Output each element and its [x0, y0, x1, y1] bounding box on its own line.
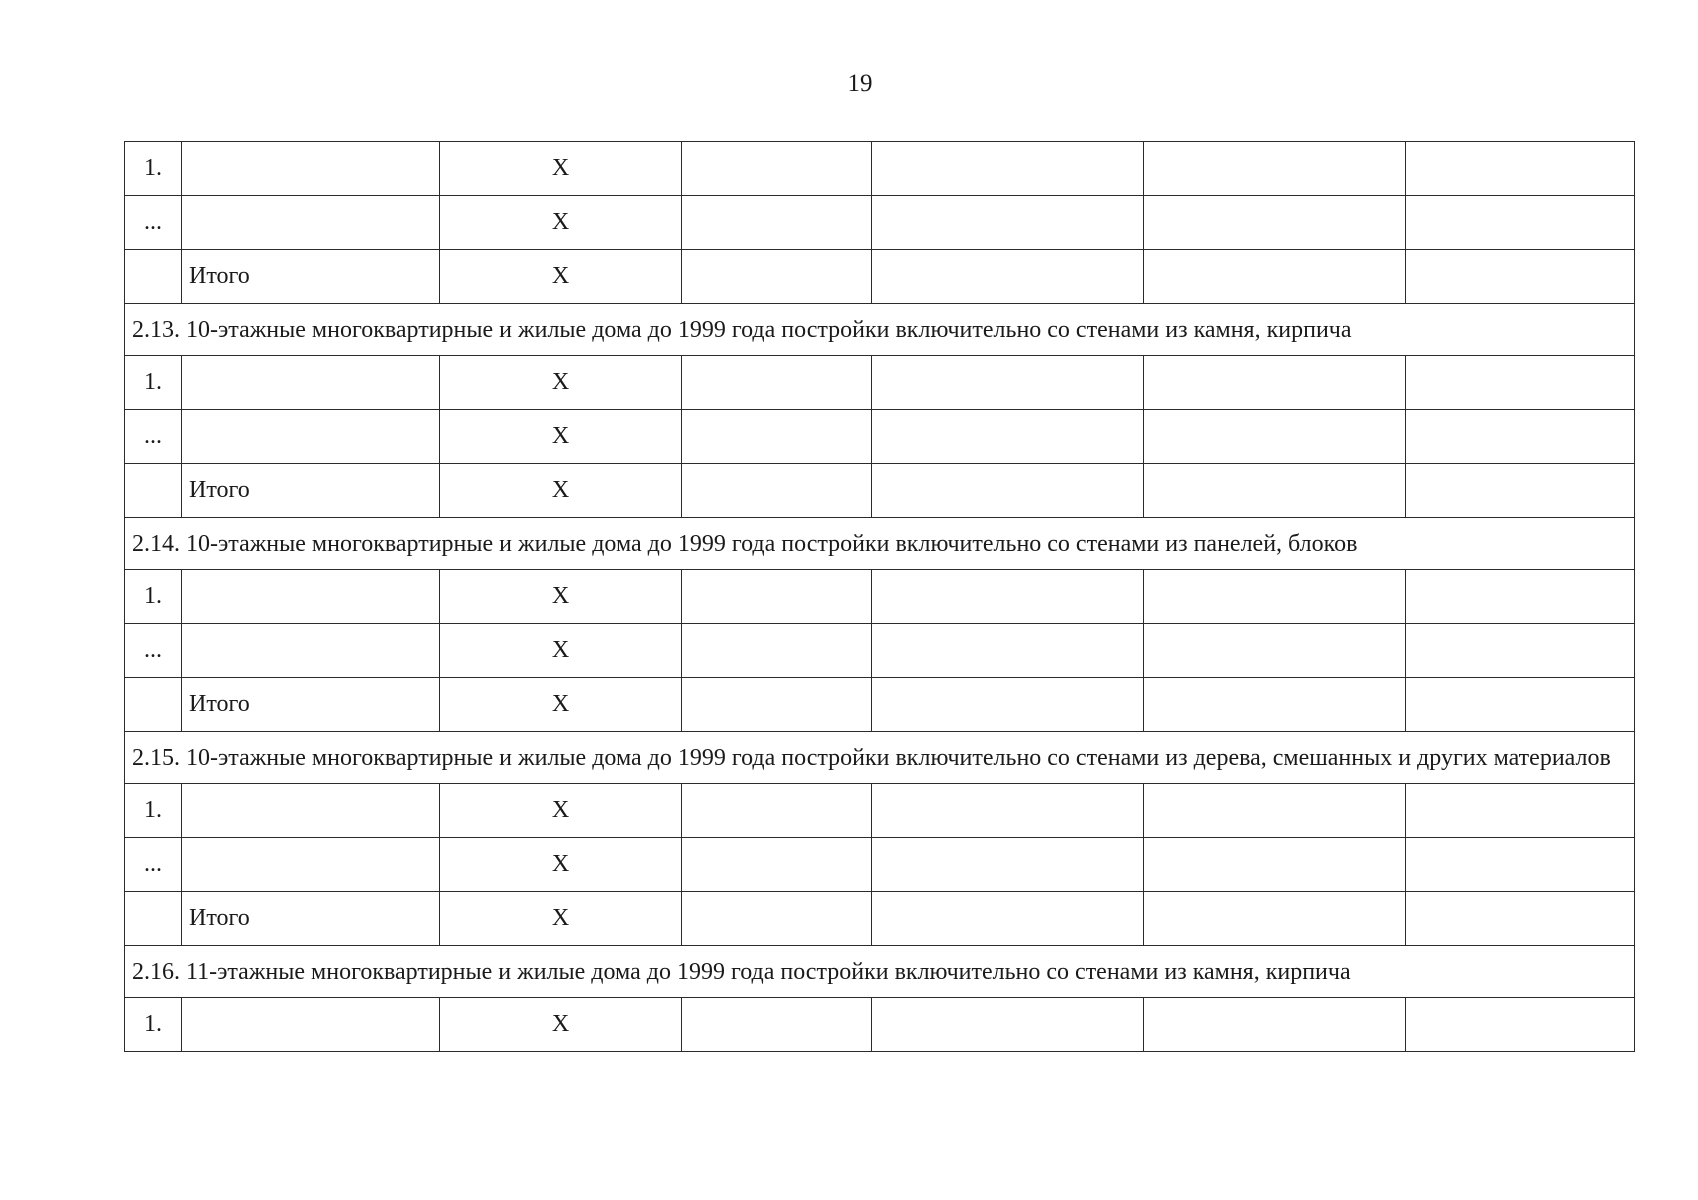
empty-cell [872, 624, 1144, 678]
page-number: 19 [847, 70, 873, 97]
empty-cell [1406, 998, 1635, 1052]
empty-cell [872, 678, 1144, 732]
empty-cell [682, 838, 872, 892]
row-name-cell: Итого [182, 464, 440, 518]
row-mark-cell: X [440, 410, 682, 464]
table-row [125, 678, 1635, 732]
empty-cell [872, 464, 1144, 518]
row-mark-cell: X [440, 678, 682, 732]
row-number-cell: ... [125, 196, 182, 250]
row-name-cell: Итого [182, 678, 440, 732]
row-mark-cell: X [440, 784, 682, 838]
table-row [125, 838, 1635, 892]
empty-cell [1406, 250, 1635, 304]
empty-cell [872, 892, 1144, 946]
row-mark-cell: X [440, 998, 682, 1052]
empty-cell [1406, 570, 1635, 624]
table-row [125, 624, 1635, 678]
empty-cell [1144, 356, 1406, 410]
empty-cell [1144, 464, 1406, 518]
table-body [125, 142, 1635, 1052]
empty-cell [872, 142, 1144, 196]
empty-cell [872, 998, 1144, 1052]
empty-cell [1406, 892, 1635, 946]
row-mark-cell: X [440, 624, 682, 678]
empty-cell [682, 784, 872, 838]
row-mark-cell: X [440, 356, 682, 410]
empty-cell [1406, 464, 1635, 518]
empty-cell [1144, 570, 1406, 624]
empty-cell [682, 142, 872, 196]
empty-cell [1406, 356, 1635, 410]
empty-cell [1144, 838, 1406, 892]
empty-cell [682, 892, 872, 946]
empty-cell [682, 998, 872, 1052]
row-name-cell [182, 410, 440, 464]
empty-cell [872, 784, 1144, 838]
section-header-row [125, 946, 1635, 998]
empty-cell [872, 570, 1144, 624]
row-number-cell [125, 250, 182, 304]
empty-cell [872, 838, 1144, 892]
row-mark-cell: X [440, 464, 682, 518]
empty-cell [682, 678, 872, 732]
section-title: 2.15. 10-этажные многоквартирные и жилые дома до 1999 года постройки включительно со стенами из дерева, смешанных и других материалов [125, 732, 1635, 784]
empty-cell [1406, 142, 1635, 196]
section-header-row [125, 304, 1635, 356]
row-name-cell [182, 570, 440, 624]
row-mark-cell: X [440, 838, 682, 892]
table-row [125, 410, 1635, 464]
empty-cell [1144, 410, 1406, 464]
empty-cell [1144, 784, 1406, 838]
empty-cell [682, 250, 872, 304]
section-header-row [125, 732, 1635, 784]
empty-cell [1144, 142, 1406, 196]
row-number-cell: 1. [125, 142, 182, 196]
row-name-cell [182, 624, 440, 678]
empty-cell [1406, 196, 1635, 250]
table-row [125, 464, 1635, 518]
section-title: 2.14. 10-этажные многоквартирные и жилые дома до 1999 года постройки включительно со стенами из панелей, блоков [125, 518, 1635, 570]
table-row [125, 570, 1635, 624]
row-name-cell [182, 784, 440, 838]
empty-cell [1144, 250, 1406, 304]
empty-cell [1144, 678, 1406, 732]
empty-cell [682, 196, 872, 250]
empty-cell [872, 410, 1144, 464]
empty-cell [682, 356, 872, 410]
empty-cell [1144, 998, 1406, 1052]
table-row [125, 142, 1635, 196]
empty-cell [872, 250, 1144, 304]
row-number-cell: ... [125, 624, 182, 678]
row-name-cell: Итого [182, 250, 440, 304]
row-number-cell: ... [125, 838, 182, 892]
table-row [125, 998, 1635, 1052]
empty-cell [872, 196, 1144, 250]
empty-cell [682, 570, 872, 624]
row-number-cell: 1. [125, 570, 182, 624]
empty-cell [682, 624, 872, 678]
section-title: 2.16. 11-этажные многоквартирные и жилые дома до 1999 года постройки включительно со стенами из камня, кирпича [125, 946, 1635, 998]
table-row [125, 196, 1635, 250]
row-name-cell [182, 838, 440, 892]
empty-cell [682, 464, 872, 518]
row-number-cell: 1. [125, 998, 182, 1052]
row-number-cell: ... [125, 410, 182, 464]
row-mark-cell: X [440, 196, 682, 250]
row-name-cell [182, 142, 440, 196]
empty-cell [1406, 410, 1635, 464]
row-name-cell [182, 998, 440, 1052]
empty-cell [1406, 784, 1635, 838]
empty-cell [1144, 196, 1406, 250]
empty-cell [682, 410, 872, 464]
empty-cell [1406, 678, 1635, 732]
row-mark-cell: X [440, 250, 682, 304]
table-row [125, 356, 1635, 410]
data-table [124, 141, 1635, 1052]
table-row [125, 250, 1635, 304]
row-mark-cell: X [440, 570, 682, 624]
row-name-cell [182, 356, 440, 410]
empty-cell [1406, 838, 1635, 892]
row-number-cell: 1. [125, 784, 182, 838]
section-header-row [125, 518, 1635, 570]
row-number-cell [125, 892, 182, 946]
row-name-cell: Итого [182, 892, 440, 946]
row-name-cell [182, 196, 440, 250]
table-row [125, 784, 1635, 838]
row-mark-cell: X [440, 142, 682, 196]
empty-cell [1144, 892, 1406, 946]
table-row [125, 892, 1635, 946]
row-number-cell: 1. [125, 356, 182, 410]
row-number-cell [125, 678, 182, 732]
empty-cell [872, 356, 1144, 410]
row-mark-cell: X [440, 892, 682, 946]
row-number-cell [125, 464, 182, 518]
empty-cell [1406, 624, 1635, 678]
section-title: 2.13. 10-этажные многоквартирные и жилые дома до 1999 года постройки включительно со стенами из камня, кирпича [125, 304, 1635, 356]
empty-cell [1144, 624, 1406, 678]
